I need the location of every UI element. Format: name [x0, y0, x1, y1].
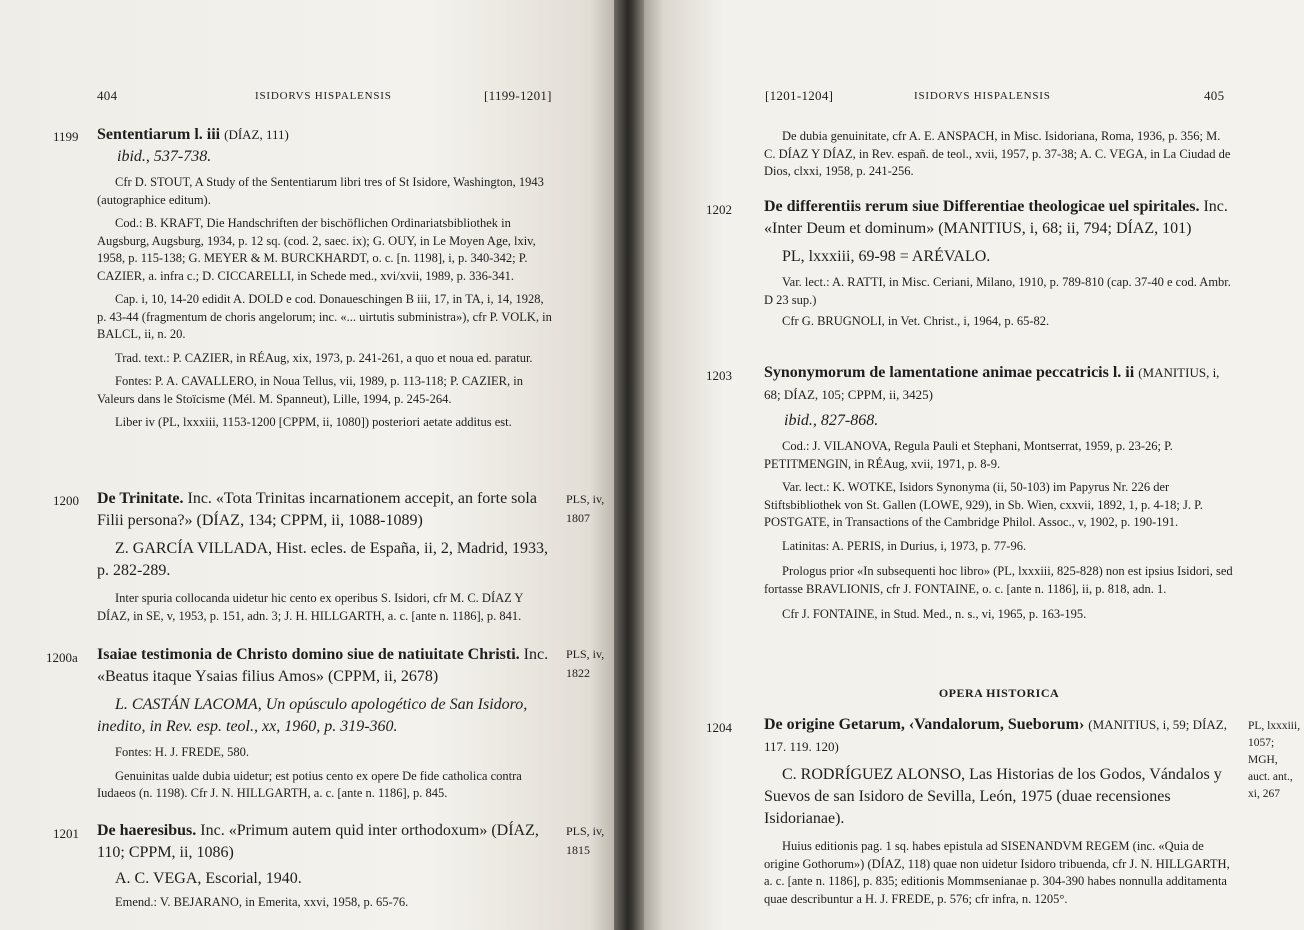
margin-ref: PL, lxxxiii, 1057; MGH, auct. ant., xi, 267: [1248, 720, 1301, 800]
entry-ref: Inc. «Inter Deum et dominum» (MANITIUS, i, 68; ii, 794; DÍAZ, 101): [764, 198, 1228, 237]
entry-1201: [97, 820, 555, 912]
page-number-right: 405: [1204, 88, 1225, 103]
book-gutter: [614, 0, 644, 930]
entry-1200a: [97, 644, 555, 803]
entry-title: De Trinitate.: [97, 490, 184, 507]
running-title-left: ISIDORVS HISPALENSIS: [255, 90, 392, 102]
entry-note: Var. lect.: A. RATTI, in Misc. Ceriani, Milano, 1910, p. 789-810 (cap. 37-40 e cod. Ambr. D 23 sup.): [764, 275, 1231, 307]
entry-ref: (DÍAZ, 111): [224, 127, 289, 142]
section-title: OPERA HISTORICA: [938, 686, 1060, 700]
entry-ref: Inc. «Primum autem quid inter orthodoxum» (DÍAZ, 110; CPPM, ii, 1086): [97, 822, 539, 861]
entry-ref: Inc. «Beatus itaque Ysaias filius Amos» (CPPM, ii, 2678): [97, 646, 549, 685]
entry-note: Cfr G. BRUGNOLI, in Vet. Christ., i, 1964, p. 65-82.: [782, 314, 1050, 328]
entry-title: Synonymorum de lamentatione animae peccatricis l. ii: [764, 364, 1135, 381]
entry-note: Fontes: H. J. FREDE, 580.: [115, 745, 250, 759]
entry-title: De haeresibus.: [97, 822, 197, 839]
entry-edition: L. CASTÁN LACOMA, Un opúsculo apologético de San Isidoro, inedito, in Rev. esp. teol., xx, 1960, p. 319-360.: [97, 696, 528, 735]
entry-number: 1199: [53, 129, 79, 144]
entry-title: Sententiarum l. iii: [97, 126, 221, 143]
entry-1199: [97, 124, 555, 432]
page-number-left: 404: [97, 88, 118, 103]
entry-edition: C. RODRÍGUEZ ALONSO, Las Historias de los Godos, Vándalos y Suevos de san Isidoro de Sevilla, León, 1975 (duae recensiones Isidorianae).: [764, 766, 1222, 827]
entry-note: Cod.: B. KRAFT, Die Handschriften der bischöflichen Ordinariatsbibliothek in Augsburg, Augsburg, 1934, p. 12 sq. (cod. 2, saec. ix); G. OUY, in Le Moyen Age, lxiv, 1958, p. 115-138; G. MEYER & M. BURCKHARDT, o. c. [n. 1198], i, p. 340-342; P. CAZIER, a. infra c.; D. CICCARELLI, in Schede med., xvi/xvii, 1989, p. 336-341.: [97, 216, 536, 283]
entry-note: Liber iv (PL, lxxxiii, 1153-1200 [CPPM, ii, 1080]) posteriori aetate additus est.: [115, 415, 512, 429]
left-page: [0, 0, 614, 930]
entry-note: Cfr J. FONTAINE, in Stud. Med., n. s., vi, 1965, p. 163-195.: [782, 607, 1087, 621]
entry-title: De origine Getarum, ‹Vandalorum, Sueborum›: [764, 716, 1085, 733]
range-right: [1201-1204]: [765, 88, 834, 103]
entry-note: Inter spuria collocanda uidetur hic cento ex operibus S. Isidori, cfr M. C. DÍAZ Y DÍAZ, in SE, v, 1953, p. 151, adn. 3; J. H. HILLGARTH, a. c. [ante n. 1186], p. 841.: [97, 591, 523, 623]
entry-edition: ibid., 827-868.: [784, 412, 879, 429]
right-page: [644, 0, 1304, 930]
entry-edition: Z. GARCÍA VILLADA, Hist. ecles. de España, ii, 2, Madrid, 1933, p. 282-289.: [97, 540, 548, 579]
margin-ref: PLS, iv, 1822: [566, 647, 605, 680]
entry-ref: Inc. «Tota Trinitas incarnationem accepit, an forte sola Filii persona?» (DÍAZ, 134; CPPM, ii, 1088-1089): [97, 490, 537, 529]
entry-edition: A. C. VEGA, Escorial, 1940.: [115, 870, 302, 887]
entry-note: Prologus prior «In subsequenti hoc libro» (PL, lxxxiii, 825-828) non est ipsius Isidori, sed fortasse BRAVLIONIS, cfr J. FONTAINE, o. c. [ante n. 1186], ii, p. 818, adn. 1.: [764, 564, 1233, 596]
entry-number: 1201: [53, 826, 79, 841]
entry-note: Huius editionis pag. 1 sq. habes epistula ad SISENANDVM REGEM (inc. «Quia de origine Gothorum») (DÍAZ, 118) quae non uidetur Isidoro tribuenda, cfr J. N. HILLGARTH, a. c. [ante n. 1186], p. 835; editionis Mommsenianae p. 304-390 habes nonnulla additamenta quae describuntur a H. J. FREDE, p. 576; cfr infra, n. 1205°.: [764, 839, 1230, 906]
entry-note: Latinitas: A. PERIS, in Durius, i, 1973, p. 77-96.: [782, 538, 1027, 553]
margin-ref: PLS, iv, 1807: [566, 492, 605, 525]
entry-note: Fontes: P. A. CAVALLERO, in Noua Tellus, vii, 1989, p. 113-118; P. CAZIER, in Valeurs dans le Stoïcisme (Mél. M. Spanneut), Lille, 1994, p. 245-264.: [97, 374, 523, 406]
entry-edition: PL, lxxxiii, 69-98 = ARÉVALO.: [782, 248, 991, 265]
range-left: [1199-1201]: [484, 88, 552, 103]
entry-note: Cod.: J. VILANOVA, Regula Pauli et Stephani, Montserrat, 1959, p. 23-26; P. PETITMENGIN, in RÉAug, xvii, 1971, p. 8-9.: [764, 439, 1173, 471]
entry-1203: [764, 362, 1234, 624]
entry-1204: [764, 714, 1234, 908]
entry-number: 1200a: [46, 650, 78, 665]
entry-number: 1204: [706, 720, 732, 735]
margin-ref: PLS, iv, 1815: [566, 824, 605, 857]
entry-note: Var. lect.: K. WOTKE, Isidors Synonyma (ii, 50-103) im Papyrus Nr. 226 der Stiftsbibliothek von St. Gallen (LOWE, 929), in Sb. Wien, cxxvii, 1892, 1, p. 4-18; J. P. POSTGATE, in Transactions of the Cambridge Philol. Assoc., v, 1902, p. 190-191.: [764, 480, 1203, 529]
entry-number: 1202: [706, 202, 732, 217]
entry-note: Cfr D. STOUT, A Study of the Sententiarum libri tres of St Isidore, Washington, 1943 (autographice editum).: [97, 175, 544, 207]
entry-note: Emend.: V. BEJARANO, in Emerita, xxvi, 1958, p. 65-76.: [115, 895, 409, 909]
entry-1200: [97, 488, 555, 625]
entry-number: 1203: [706, 368, 732, 383]
entry-ref: (MANITIUS, i, 59; DÍAZ, 117. 119. 120): [764, 717, 1227, 754]
entry-1202: [764, 196, 1234, 331]
entry-edition: ibid., 537-738.: [117, 148, 212, 165]
entry-note: Genuinitas ualde dubia uidetur; est potius cento ex opere De fide catholica contra Iudaeos (n. 1198). Cfr J. N. HILLGARTH, a. c. [ante n. 1186], p. 845.: [97, 768, 522, 800]
entry-number: 1200: [53, 493, 79, 508]
entry-title: Isaiae testimonia de Christo domino siue de natiuitate Christi.: [97, 646, 520, 663]
top-note: De dubia genuinitate, cfr A. E. ANSPACH, in Misc. Isidoriana, Roma, 1936, p. 356; M. C. DÍAZ Y DÍAZ, in Rev. españ. de teol., xvii, 1957, p. 37-38; A. C. VEGA, in La Ciudad de Dios, clxxi, 1958, p. 241-256.: [764, 129, 1231, 178]
running-title-right: ISIDORVS HISPALENSIS: [914, 90, 1051, 102]
entry-ref: (MANITIUS, i, 68; DÍAZ, 105; CPPM, ii, 3425): [764, 365, 1220, 402]
entry-note: Cap. i, 10, 14-20 edidit A. DOLD e cod. Donaueschingen B iii, 17, in TA, i, 14, 1928, p. 43-44 (fragmentum de choris angelorum; inc. «... uirtutis subministra»), cfr P. VOLK, in BALCL, ii, n. 20.: [97, 292, 552, 341]
entry-title: De differentiis rerum siue Differentiae theologicae uel spiritales.: [764, 198, 1200, 215]
entry-note: Trad. text.: P. CAZIER, in RÉAug, xix, 1973, p. 241-261, a quo et noua ed. paratur.: [115, 350, 533, 365]
